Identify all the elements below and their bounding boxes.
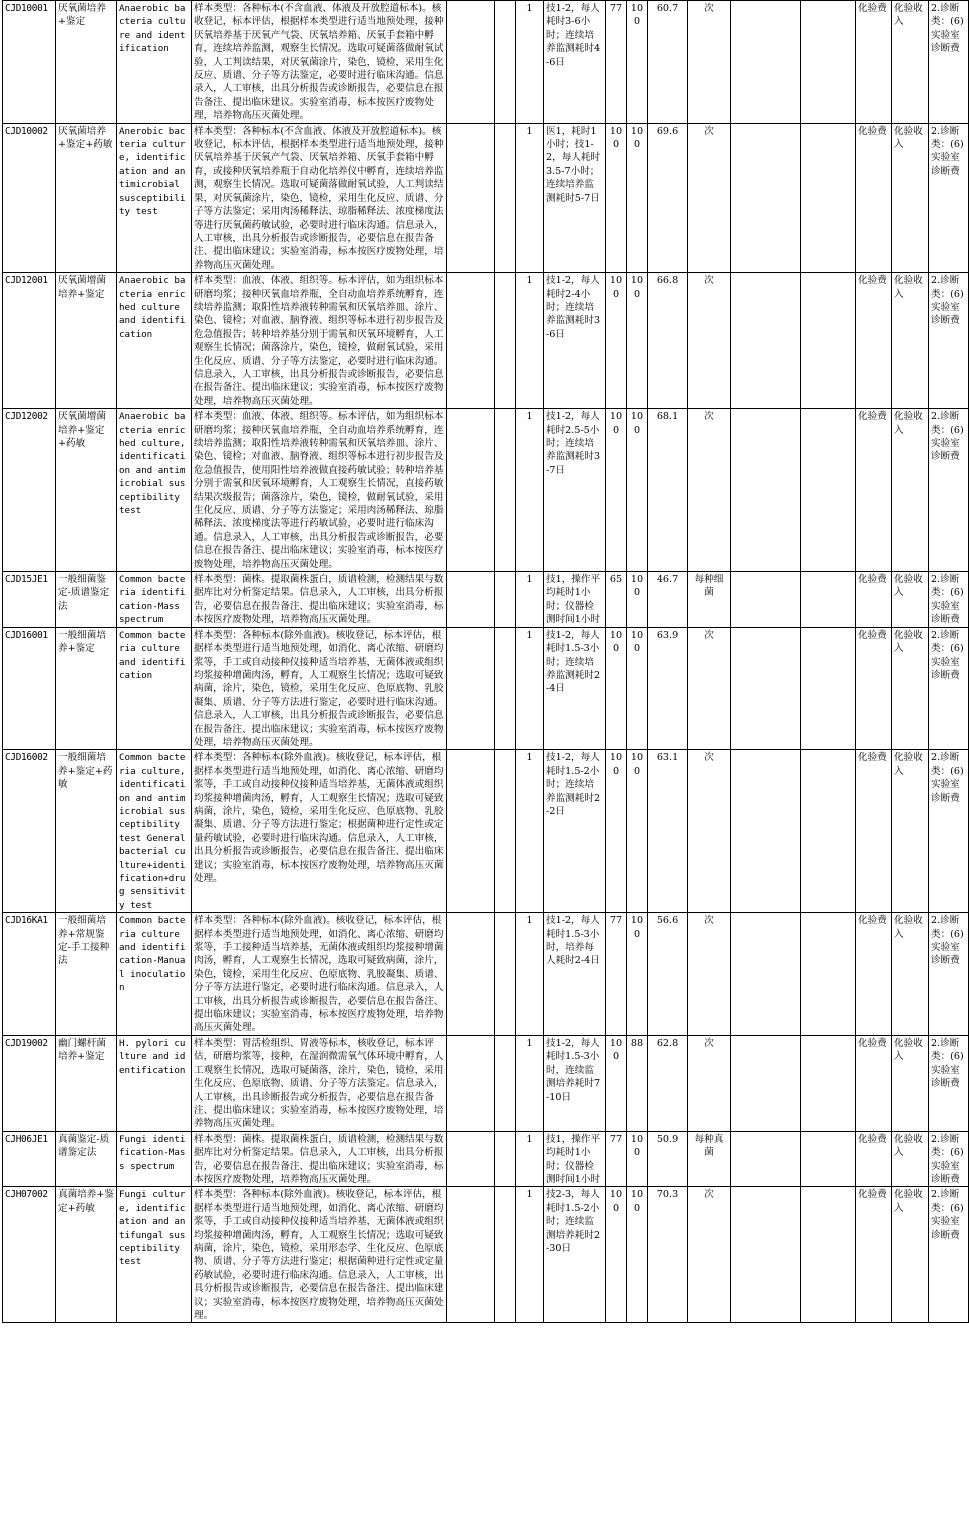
item-value-1: 100 (606, 273, 627, 409)
empty-cell (801, 1035, 856, 1131)
empty-cell (447, 627, 495, 750)
item-price: 68.1 (648, 409, 688, 572)
item-unit: 次 (688, 273, 731, 409)
item-category: 2.诊断类：(6)实验室诊断费 (929, 1, 969, 124)
item-unit: 每种真菌 (688, 1131, 731, 1187)
item-time: 技1-2，每人耗时1.5-3小时；连续培养监测耗时2-4日 (544, 627, 606, 750)
empty-cell (447, 1187, 495, 1323)
item-name: 厌氧菌增菌培养+鉴定 (56, 273, 117, 409)
item-content: 样本类型：各种标本(不含血液、体液及开放腔道标本)。核收登记，标本评估，根据样本类型进行适当地预处理，接种厌氧培养基于厌氧产气袋、厌氧培养箱、厌氧手套箱中孵育，或接种厌氧培养瓶于自动化培养仪中孵育，连续培养监测，观察生长情况。选取可疑菌落做耐氧试验，人工判读结果，对厌氧菌涂片，染色，镜检，采用生化反应、质谱、分子等方法鉴定；采用肉汤稀释法、琼脂稀释法、浓度梯度法等进行厌氧菌药敏试验，必要时进行临床沟通。信息录入，人工审核，出具分析报告或诊断报告，必要信息在报告备注、提出临床建议；实验室消毒，标本按医疗废物处理，培养物高压灭菌处理。 (192, 123, 447, 272)
item-code: CJD19002 (3, 1035, 56, 1131)
empty-cell (731, 1, 801, 124)
item-content: 样本类型：胃活检组织、胃液等标本，核收登记，标本评估，研磨均浆等，接种，在湿润微需氧气体环境中孵育，人工观察生长情况，选取可疑菌落，涂片，染色，镜检，采用生化反应、色原底物、质谱、分子等方法鉴定。信息录入，人工审核，出具诊断报告或分析报告，必要信息在报告备注、提出临床建议；实验室消毒，标本按医疗废物处理，培养物高压灭菌处理。 (192, 1035, 447, 1131)
empty-cell (731, 409, 801, 572)
item-fee-type: 化验费 (856, 572, 892, 628)
item-time: 技1-2，每人耗时1.5-3小时，培养每人耗时2-4日 (544, 913, 606, 1036)
item-value-1: 100 (606, 750, 627, 913)
item-name: 厌氧菌培养+鉴定 (56, 1, 117, 124)
item-name: 真菌培养+鉴定+药敏 (56, 1187, 117, 1323)
item-time: 技2-3，每人耗时1.5-2小时；连续监测培养耗时2-30日 (544, 1187, 606, 1323)
item-income-type: 化验收入 (892, 1187, 929, 1323)
item-value-2: 100 (627, 409, 648, 572)
empty-cell (731, 1035, 801, 1131)
item-price: 63.1 (648, 750, 688, 913)
item-content: 样本类型：各种标本(除外血液)。核收登记，标本评估，根据样本类型进行适当地预处理，如消化、离心浓缩、研磨均浆等，手工或自动接种仪接种适当培养基，无菌体液或组织均浆接种增菌肉汤，孵育，人工观察生长情况；选取可疑致病菌，涂片，染色，镜检，采用生化反应、色原底物、乳胶凝集、质谱、分子等方法进行鉴定；根据菌种进行定性或定量药敏试验，必要时进行临床沟通。信息录入，人工审核，出具分析报告或诊断报告，必要信息在报告备注、提出临床建议；实验室消毒，标本按医疗废物处理，培养物高压灭菌处理。 (192, 750, 447, 913)
item-unit: 次 (688, 627, 731, 750)
item-name-en: Common bacteria culture, identification and antimicrobial susceptibility test General bacterial culture+identification+drug sensitivity test (117, 750, 192, 913)
item-name-en: Fungi identification-Mass spectrum (117, 1131, 192, 1187)
item-name-en: H. pylori culture and identification (117, 1035, 192, 1131)
empty-cell (447, 913, 495, 1036)
item-category: 2.诊断类：(6)实验室诊断费 (929, 273, 969, 409)
empty-cell (731, 1187, 801, 1323)
item-code: CJD12001 (3, 273, 56, 409)
table-row (3, 627, 969, 750)
item-value-2: 100 (627, 273, 648, 409)
item-price: 63.9 (648, 627, 688, 750)
empty-cell (731, 913, 801, 1036)
empty-cell (495, 1, 516, 124)
item-time: 医1，耗时1小时；技1-2，每人耗时3.5-7小时；连续培养监测耗时5-7日 (544, 123, 606, 272)
item-name: 真菌鉴定-质谱鉴定法 (56, 1131, 117, 1187)
table-body (3, 1, 969, 1323)
empty-cell (801, 913, 856, 1036)
item-fee-type: 化验费 (856, 1187, 892, 1323)
empty-cell (495, 409, 516, 572)
item-income-type: 化验收入 (892, 123, 929, 272)
item-name: 一般细菌培养+常规鉴定-手工接种法 (56, 913, 117, 1036)
item-value-2: 100 (627, 1131, 648, 1187)
item-quantity: 1 (516, 627, 544, 750)
item-content: 样本类型：菌株。提取菌株蛋白，质谱检测，检测结果与数据库比对分析鉴定结果。信息录入，人工审核，出具分析报告，必要信息在报告备注、提出临床建议；实验室消毒，标本按医疗废物处理，培养物高压灭菌处理。 (192, 1131, 447, 1187)
item-name-en: Common bacteria culture and identification-Manual inoculation (117, 913, 192, 1036)
item-value-1: 100 (606, 1187, 627, 1323)
item-unit: 次 (688, 409, 731, 572)
item-fee-type: 化验费 (856, 123, 892, 272)
item-unit: 次 (688, 1, 731, 124)
item-name-en: Fungi culture, identification and antifungal susceptibility test (117, 1187, 192, 1323)
item-name-en: Common bacteria culture and identification (117, 627, 192, 750)
item-category: 2.诊断类：(6)实验室诊断费 (929, 1035, 969, 1131)
item-quantity: 1 (516, 1187, 544, 1323)
item-time: 技1，操作平均耗时1小时；仪器检测时间1小时 (544, 572, 606, 628)
empty-cell (731, 750, 801, 913)
table-row (3, 572, 969, 628)
item-price: 62.8 (648, 1035, 688, 1131)
item-unit: 次 (688, 750, 731, 913)
item-code: CJD16002 (3, 750, 56, 913)
empty-cell (731, 1131, 801, 1187)
item-quantity: 1 (516, 1, 544, 124)
item-income-type: 化验收入 (892, 273, 929, 409)
item-code: CJD16KA1 (3, 913, 56, 1036)
item-price: 70.3 (648, 1187, 688, 1323)
item-fee-type: 化验费 (856, 913, 892, 1036)
item-name: 一般细菌鉴定-质谱鉴定法 (56, 572, 117, 628)
empty-cell (801, 1131, 856, 1187)
item-name-en: Anaerobic bacteria culture and identification (117, 1, 192, 124)
table-row (3, 913, 969, 1036)
empty-cell (495, 1131, 516, 1187)
item-value-1: 65 (606, 572, 627, 628)
item-fee-type: 化验费 (856, 1131, 892, 1187)
empty-cell (447, 409, 495, 572)
empty-cell (495, 627, 516, 750)
item-value-1: 77 (606, 913, 627, 1036)
item-price: 60.7 (648, 1, 688, 124)
item-quantity: 1 (516, 123, 544, 272)
item-name: 一般细菌培养+鉴定+药敏 (56, 750, 117, 913)
empty-cell (495, 123, 516, 272)
empty-cell (801, 750, 856, 913)
empty-cell (495, 273, 516, 409)
item-income-type: 化验收入 (892, 750, 929, 913)
empty-cell (801, 1187, 856, 1323)
empty-cell (731, 123, 801, 272)
empty-cell (447, 1131, 495, 1187)
item-category: 2.诊断类：(6)实验室诊断费 (929, 572, 969, 628)
item-value-2: 100 (627, 572, 648, 628)
item-name: 厌氧菌增菌培养+鉴定+药敏 (56, 409, 117, 572)
item-unit: 次 (688, 1187, 731, 1323)
item-income-type: 化验收入 (892, 572, 929, 628)
table-row (3, 1187, 969, 1323)
item-fee-type: 化验费 (856, 627, 892, 750)
item-quantity: 1 (516, 409, 544, 572)
empty-cell (447, 123, 495, 272)
table-row (3, 409, 969, 572)
empty-cell (801, 123, 856, 272)
item-content: 样本类型：各种标本(除外血液)。核收登记，标本评估，根据样本类型进行适当地预处理，如消化、离心浓缩、研磨均浆等，手工接种适当培养基，无菌体液或组织均浆接种增菌肉汤，孵育，人工观察生长情况，选取可疑致病菌，涂片，染色，镜检，采用生化反应、色原底物、乳胶凝集、质谱、分子等方法进行鉴定，必要时进行临床沟通。信息录入，人工审核，出具分析报告或诊断报告，必要信息在报告备注、提出临床建议；实验室消毒，标本按医疗废物处理，培养物高压灭菌处理。 (192, 913, 447, 1036)
item-time: 技1-2，每人耗时3-6小时；连续培养监测耗时4-6日 (544, 1, 606, 124)
empty-cell (495, 913, 516, 1036)
fee-schedule-table (2, 0, 969, 1323)
item-quantity: 1 (516, 913, 544, 1036)
item-value-1: 100 (606, 1035, 627, 1131)
empty-cell (447, 1035, 495, 1131)
item-content: 样本类型：血液、体液、组织等。标本评估，如为组织标本研磨均浆；接种厌氧血培养瓶，全自动血培养系统孵育，连续培养监测；取阳性培养液转种需氧和厌氧培养皿、涂片、染色、镜检；对血液、脑脊液、组织等标本进行初步报告及危急值报告，使用阳性培养液做直接药敏试验；转种培养基分别于需氧和厌氧环境孵育，人工观察生长情况，直接药敏结果次级报告；菌落涂片，染色，镜检，做耐氧试验，采用生化反应、质谱、分子等方法鉴定；采用肉汤稀释法、琼脂稀释法、浓度梯度法等进行药敏试验，必要时进行临床沟通。信息录入，人工审核，出具分析报告或诊断报告，必要信息在报告备注、提出临床建议；实验室消毒，标本按医疗废物处理，培养物高压灭菌处理。 (192, 409, 447, 572)
item-time: 技1-2，每人耗时1.5-2小时；连续培养监测耗时2-2日 (544, 750, 606, 913)
empty-cell (801, 273, 856, 409)
item-unit: 次 (688, 913, 731, 1036)
item-name-en: Anaerobic bacteria enriched culture and identification (117, 273, 192, 409)
item-price: 66.8 (648, 273, 688, 409)
empty-cell (447, 750, 495, 913)
item-fee-type: 化验费 (856, 273, 892, 409)
item-content: 样本类型：各种标本(除外血液)。核收登记，标本评估，根据样本类型进行适当地预处理，如消化、离心浓缩、研磨均浆等，手工或自动接种仪接种适当培养基，无菌体液或组织均浆接种增菌肉汤，孵育，人工观察生长情况；选取可疑致病菌，涂片，染色，镜检，采用生化反应、色原底物、乳胶凝集、质谱、分子等方法进行鉴定，必要时进行临床沟通。信息录入，人工审核，出具分析报告或诊断报告，必要信息在报告备注、提出临床建议；实验室消毒，标本按医疗废物处理，培养物高压灭菌处理。 (192, 627, 447, 750)
item-value-1: 100 (606, 123, 627, 272)
item-code: CJD15JE1 (3, 572, 56, 628)
empty-cell (447, 1, 495, 124)
table-row (3, 1035, 969, 1131)
item-value-2: 100 (627, 627, 648, 750)
item-category: 2.诊断类：(6)实验室诊断费 (929, 1131, 969, 1187)
item-category: 2.诊断类：(6)实验室诊断费 (929, 750, 969, 913)
item-income-type: 化验收入 (892, 913, 929, 1036)
item-name-en: Common bacteria identification-Mass spectrum (117, 572, 192, 628)
item-fee-type: 化验费 (856, 1035, 892, 1131)
empty-cell (801, 572, 856, 628)
item-name: 幽门螺杆菌培养+鉴定 (56, 1035, 117, 1131)
empty-cell (801, 409, 856, 572)
empty-cell (447, 572, 495, 628)
item-fee-type: 化验费 (856, 750, 892, 913)
empty-cell (447, 273, 495, 409)
empty-cell (495, 750, 516, 913)
item-content: 样本类型：菌株。提取菌株蛋白，质谱检测，检测结果与数据库比对分析鉴定结果。信息录入，人工审核，出具分析报告，必要信息在报告备注、提出临床建议；实验室消毒，标本按医疗废物处理，培养物高压灭菌处理。 (192, 572, 447, 628)
item-code: CJH06JE1 (3, 1131, 56, 1187)
item-fee-type: 化验费 (856, 1, 892, 124)
item-content: 样本类型：血液、体液、组织等。标本评估，如为组织标本研磨均浆；接种厌氧血培养瓶，全自动血培养系统孵育，连续培养监测；取阳性培养液转种需氧和厌氧培养皿、涂片、染色、镜检；对血液、脑脊液、组织等标本进行初步报告及危急值报告；转种培养基分别于需氧和厌氧环境孵育，人工观察生长情况；菌落涂片，染色，镜检，做耐氧试验，采用生化反应、质谱、分子等方法鉴定，必要时进行临床沟通。信息录入，人工审核，出具分析报告或诊断报告，必要信息在报告备注、提出临床建议；实验室消毒，标本按医疗废物处理，培养物高压灭菌处理。 (192, 273, 447, 409)
item-content: 样本类型：各种标本(不含血液、体液及开放腔道标本)。核收登记，标本评估，根据样本类型进行适当地预处理，接种厌氧培养基于厌氧产气袋、厌氧培养箱、厌氧手套箱中孵育，连续培养监测，观察生长情况。选取可疑菌落做耐氧试验，人工判读结果，对厌氧菌涂片，染色，镜检，采用生化反应、质谱、分子等方法鉴定，必要时进行临床沟通。信息录入，人工审核，出具分析报告或诊断报告，必要信息在报告备注、提出临床建议。实验室消毒，标本按医疗废物处理，培养物高压灭菌处理。 (192, 1, 447, 124)
item-value-2: 100 (627, 1187, 648, 1323)
table-row (3, 1, 969, 124)
item-name: 一般细菌培养+鉴定 (56, 627, 117, 750)
item-code: CJH07002 (3, 1187, 56, 1323)
table-row (3, 1131, 969, 1187)
item-category: 2.诊断类：(6)实验室诊断费 (929, 913, 969, 1036)
item-price: 56.6 (648, 913, 688, 1036)
empty-cell (495, 572, 516, 628)
item-name-en: Anerobic bacteria culture, identification and antimicrobial susceptibility test (117, 123, 192, 272)
item-code: CJD16001 (3, 627, 56, 750)
item-code: CJD12002 (3, 409, 56, 572)
item-price: 69.6 (648, 123, 688, 272)
table-row (3, 123, 969, 272)
table-row (3, 750, 969, 913)
item-unit: 次 (688, 1035, 731, 1131)
empty-cell (495, 1035, 516, 1131)
item-quantity: 1 (516, 1035, 544, 1131)
empty-cell (801, 1, 856, 124)
table-row (3, 273, 969, 409)
item-price: 50.9 (648, 1131, 688, 1187)
item-value-2: 100 (627, 123, 648, 272)
item-value-1: 100 (606, 627, 627, 750)
item-code: CJD10001 (3, 1, 56, 124)
item-income-type: 化验收入 (892, 409, 929, 572)
item-value-1: 77 (606, 1, 627, 124)
item-category: 2.诊断类：(6)实验室诊断费 (929, 409, 969, 572)
item-category: 2.诊断类：(6)实验室诊断费 (929, 627, 969, 750)
item-category: 2.诊断类：(6)实验室诊断费 (929, 123, 969, 272)
item-income-type: 化验收入 (892, 1131, 929, 1187)
item-time: 技1-2，每人耗时2.5-5小时；连续培养监测耗时3-7日 (544, 409, 606, 572)
item-unit: 每种细菌 (688, 572, 731, 628)
item-quantity: 1 (516, 750, 544, 913)
item-income-type: 化验收入 (892, 627, 929, 750)
item-quantity: 1 (516, 273, 544, 409)
empty-cell (731, 273, 801, 409)
item-income-type: 化验收入 (892, 1, 929, 124)
item-category: 2.诊断类：(6)实验室诊断费 (929, 1187, 969, 1323)
empty-cell (801, 627, 856, 750)
item-income-type: 化验收入 (892, 1035, 929, 1131)
item-time: 技1-2，每人耗时1.5-3小时，连续监测培养耗时7-10日 (544, 1035, 606, 1131)
empty-cell (731, 572, 801, 628)
item-content: 样本类型：各种标本(除外血液)。核收登记，标本评估，根据样本类型进行适当地预处理，如消化、离心浓缩、研磨均浆等，手工或自动接种仪接种适当培养基，无菌体液或组织均浆接种增菌肉汤，孵育，人工观察生长情况；选取可疑致病菌，涂片，染色，镜检，采用形态学、生化反应、色原底物、质谱、分子等方法进行鉴定；根据菌种进行定性或定量药敏试验，必要时进行临床沟通。信息录入，人工审核，出具分析报告或诊断报告，必要信息在报告备注、提出临床建议；实验室消毒，标本按医疗废物处理，培养物高压灭菌处理。 (192, 1187, 447, 1323)
empty-cell (731, 627, 801, 750)
item-quantity: 1 (516, 572, 544, 628)
item-value-2: 100 (627, 1, 648, 124)
item-code: CJD10002 (3, 123, 56, 272)
item-name-en: Anaerobic bacteria enriched culture, identification and antimicrobial susceptibility test (117, 409, 192, 572)
item-value-2: 100 (627, 913, 648, 1036)
item-time: 技1，操作平均耗时1小时；仪器检测时间1小时 (544, 1131, 606, 1187)
item-name: 厌氧菌培养+鉴定+药敏 (56, 123, 117, 272)
item-fee-type: 化验费 (856, 409, 892, 572)
item-quantity: 1 (516, 1131, 544, 1187)
item-value-2: 88 (627, 1035, 648, 1131)
item-price: 46.7 (648, 572, 688, 628)
item-value-1: 100 (606, 409, 627, 572)
item-value-1: 77 (606, 1131, 627, 1187)
item-value-2: 100 (627, 750, 648, 913)
item-unit: 次 (688, 123, 731, 272)
item-time: 技1-2，每人耗时2-4小时；连续培养监测耗时3-6日 (544, 273, 606, 409)
empty-cell (495, 1187, 516, 1323)
